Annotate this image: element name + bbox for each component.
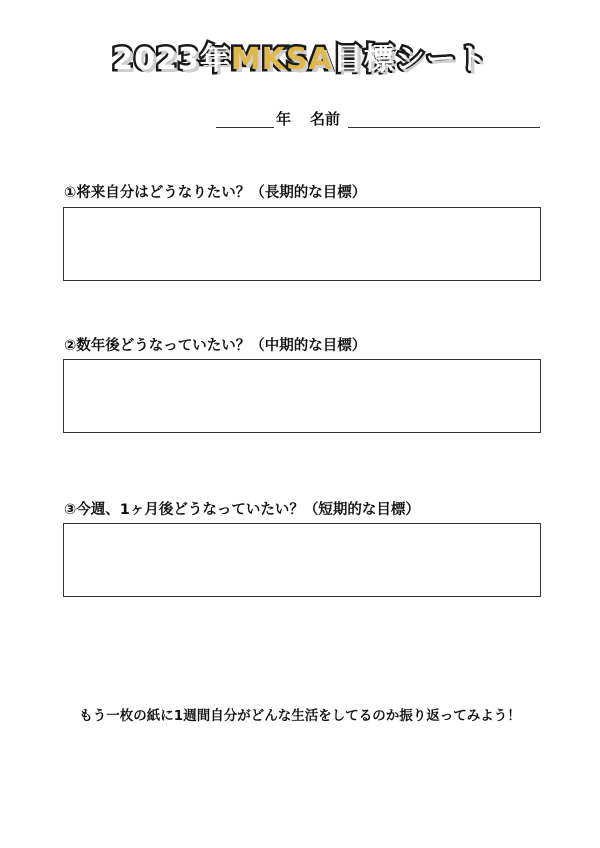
question-long-term-label: ①将来自分はどうなりたい？（長期的な目標）: [64, 185, 367, 201]
footer-instruction: もう一枚の紙に1週間自分がどんな生活をしてるのか振り返ってみよう！: [79, 708, 521, 724]
grade-label: 年: [276, 110, 292, 128]
title-mksa: MKSA: [230, 42, 333, 77]
question-mid-term-label: ②数年後どうなっていたい？（中期的な目標）: [64, 338, 367, 354]
name-row: [0, 106, 600, 130]
name-label: 名前: [310, 110, 341, 128]
answer-box-short-term[interactable]: [63, 523, 541, 597]
title-sheet: 目標シート: [332, 42, 488, 77]
answer-box-long-term[interactable]: [63, 207, 541, 281]
title-year: 2023年: [112, 42, 231, 77]
name-input-line[interactable]: [348, 127, 540, 128]
grade-input-line[interactable]: [216, 127, 274, 128]
question-short-term-label: ③今週、1ヶ月後どうなっていたい？（短期的な目標）: [64, 502, 420, 518]
answer-box-mid-term[interactable]: [63, 359, 541, 433]
page-title: [0, 38, 600, 82]
